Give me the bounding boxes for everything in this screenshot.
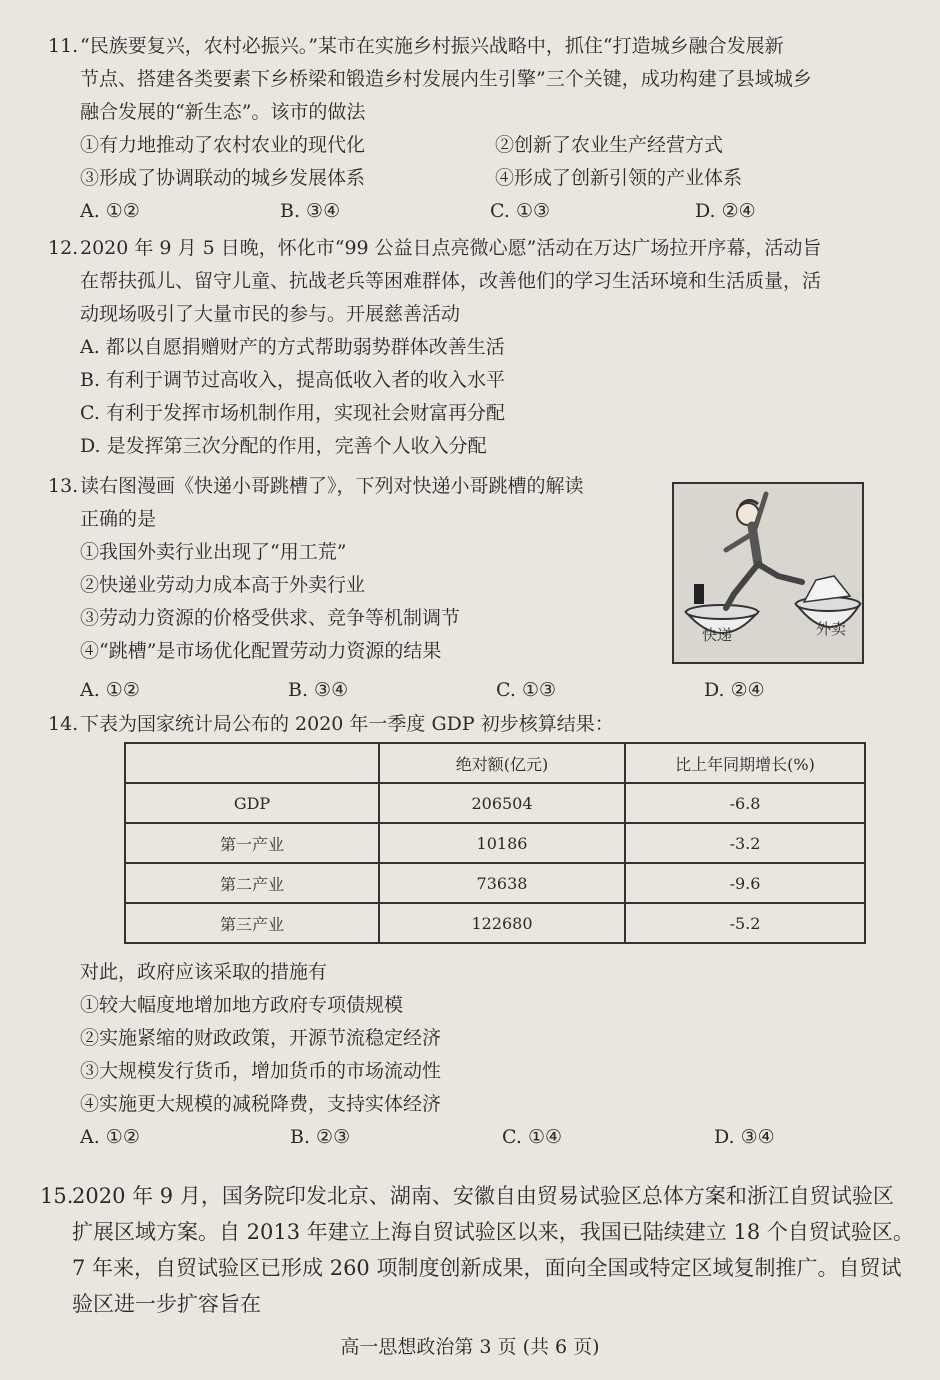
question-text: 7 年来，自贸试验区已形成 260 项制度创新成果，面向全国或特定区域复制推广。自贸试 (72, 1256, 902, 1280)
page-footer: 高一思想政治第 3 页 (共 6 页) (340, 1336, 600, 1358)
answer-options (48, 1121, 910, 1154)
bowl-label: 快递 (702, 626, 733, 644)
table-header-cell (125, 743, 379, 783)
table-row (125, 863, 865, 903)
table-header-cell: 绝对额(亿元) (379, 743, 625, 783)
answer-option: D. ②④ (704, 679, 765, 701)
comic-illustration (672, 482, 864, 664)
table-cell: GDP (125, 783, 379, 823)
gdp-table (124, 742, 866, 944)
answer-option: C. ①③ (490, 200, 551, 222)
statement-item: ④实施更大规模的减税降费，支持实体经济 (80, 1093, 442, 1115)
answer-options (48, 195, 910, 228)
question-text: 2020 年 9 月 5 日晚，怀化市“99 公益日点亮微心愿”活动在万达广场拉开序幕，活动旨 (80, 237, 822, 259)
question-text: 验区进一步扩容旨在 (72, 1292, 261, 1316)
question-text: 读右图漫画《快递小哥跳槽了》，下列对快递小哥跳槽的解读 (80, 475, 584, 497)
question-text: 下表为国家统计局公布的 2020 年一季度 GDP 初步核算结果： (80, 713, 614, 735)
statement-item: ③形成了协调联动的城乡发展体系 (80, 167, 366, 189)
table-cell: -5.2 (625, 903, 865, 943)
table-row (125, 903, 865, 943)
table-cell: -6.8 (625, 783, 865, 823)
question-text: 节点、搭建各类要素下乡桥梁和锻造乡村发展内生引擎”三个关键，成功构建了县域城乡 (80, 68, 812, 90)
answer-options (48, 674, 910, 707)
statement-row (48, 162, 910, 195)
table-header-row (125, 743, 865, 783)
question-text: 2020 年 9 月，国务院印发北京、湖南、安徽自由贸易试验区总体方案和浙江自贸试验区 (72, 1184, 894, 1208)
question-number: 11. (48, 35, 79, 57)
answer-option: B. 有利于调节过高收入，提高低收入者的收入水平 (80, 369, 506, 391)
statement-row (48, 129, 910, 162)
bowl-label: 外卖 (816, 620, 847, 638)
table-row (125, 823, 865, 863)
statement-item: ①我国外卖行业出现了“用工荒” (80, 541, 347, 563)
table-cell: 73638 (379, 863, 625, 903)
answer-option: B. ③④ (280, 200, 341, 222)
answer-option: B. ③④ (288, 679, 349, 701)
question-15 (40, 1178, 914, 1322)
table-cell: 10186 (379, 823, 625, 863)
table-row (125, 783, 865, 823)
question-text: 融合发展的“新生态”。该市的做法 (80, 101, 366, 123)
answer-option: C. ①④ (502, 1126, 563, 1148)
question-14 (48, 708, 910, 741)
answer-option: C. ①③ (496, 679, 557, 701)
question-13 (48, 470, 640, 668)
question-12 (48, 232, 910, 463)
answer-option: A. ①② (80, 679, 140, 701)
statement-item: ②实施紧缩的财政政策，开源节流稳定经济 (80, 1027, 442, 1049)
question-number: 13. (48, 475, 79, 497)
answer-option: C. 有利于发挥市场机制作用，实现社会财富再分配 (80, 402, 505, 424)
answer-options-row (48, 674, 910, 707)
question-number: 14. (48, 713, 79, 735)
answer-option: A. ①② (80, 200, 140, 222)
table-cell: 第一产业 (125, 823, 379, 863)
question-text: “民族要复兴，农村必振兴。”某市在实施乡村振兴战略中，抓住“打造城乡融合发展新 (80, 35, 784, 57)
statement-item: ①有力地推动了农村农业的现代化 (80, 134, 366, 156)
table-cell: 122680 (379, 903, 625, 943)
table-header-cell: 比上年同期增长(%) (625, 743, 865, 783)
question-text: 在帮扶孤儿、留守儿童、抗战老兵等困难群体，改善他们的学习生活环境和生活质量，活 (80, 270, 822, 292)
answer-option: D. ②④ (695, 200, 756, 222)
answer-option: A. 都以自愿捐赠财产的方式帮助弱势群体改善生活 (80, 336, 505, 358)
statement-item: ④形成了创新引领的产业体系 (495, 167, 743, 189)
question-14-stem (48, 956, 910, 1154)
question-text: 对此，政府应该采取的措施有 (80, 961, 328, 983)
statement-item: ②创新了农业生产经营方式 (495, 134, 724, 156)
answer-option: A. ①② (80, 1126, 140, 1148)
table-cell: -9.6 (625, 863, 865, 903)
statement-item: ①较大幅度地增加地方政府专项债规模 (80, 994, 404, 1016)
statement-item: ③大规模发行货币，增加货币的市场流动性 (80, 1060, 442, 1082)
question-11 (48, 30, 910, 228)
table-cell: 第三产业 (125, 903, 379, 943)
question-text: 正确的是 (80, 508, 157, 530)
question-number: 15. (40, 1184, 74, 1208)
question-text: 动现场吸引了大量市民的参与。开展慈善活动 (80, 303, 461, 325)
statement-item: ④“跳槽”是市场优化配置劳动力资源的结果 (80, 640, 442, 662)
table-cell: 206504 (379, 783, 625, 823)
statement-item: ②快递业劳动力成本高于外卖行业 (80, 574, 366, 596)
statement-item: ③劳动力资源的价格受供求、竞争等机制调节 (80, 607, 461, 629)
answer-option: B. ②③ (290, 1126, 351, 1148)
table-cell: 第二产业 (125, 863, 379, 903)
table-cell: -3.2 (625, 823, 865, 863)
question-text: 扩展区域方案。自 2013 年建立上海自贸试验区以来，我国已陆续建立 18 个自贸试验区。 (72, 1220, 914, 1244)
answer-option: D. 是发挥第三次分配的作用，完善个人收入分配 (80, 435, 487, 457)
answer-option: D. ③④ (714, 1126, 775, 1148)
question-number: 12. (48, 237, 79, 259)
